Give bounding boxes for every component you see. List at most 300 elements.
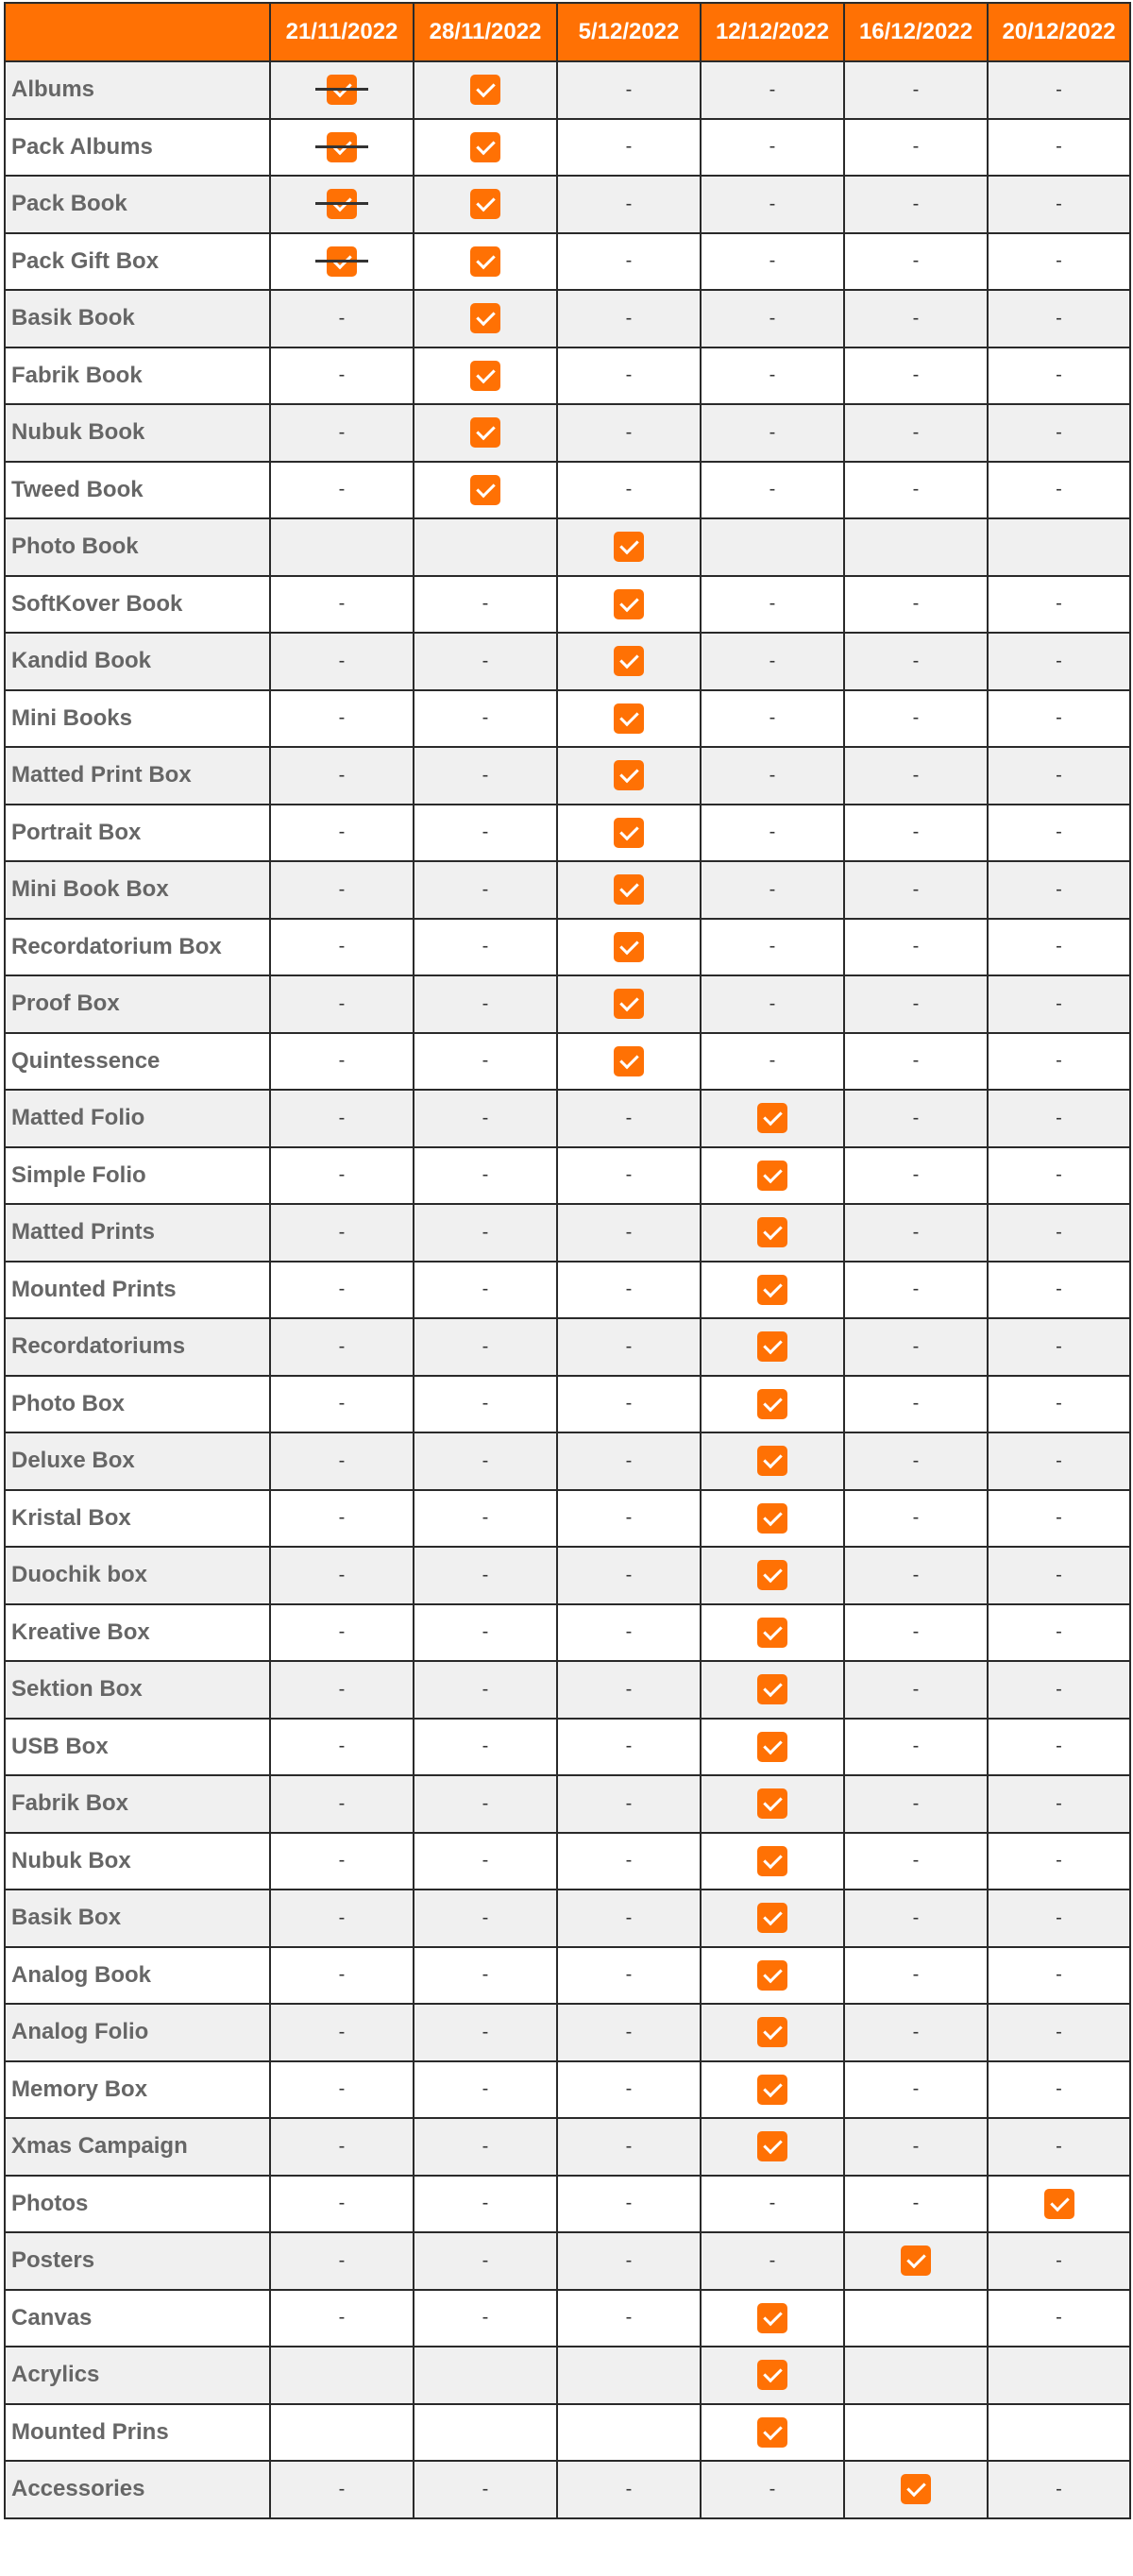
status-cell	[557, 805, 701, 862]
status-cell: -	[414, 2061, 557, 2119]
checked-struck-icon	[327, 132, 357, 162]
table-row	[5, 1890, 1130, 1947]
status-cell: -	[414, 2118, 557, 2176]
status-cell: -	[844, 1833, 988, 1890]
table-row	[5, 2176, 1130, 2233]
checked-icon	[470, 303, 500, 333]
status-cell: -	[701, 861, 844, 919]
status-cell	[414, 518, 557, 576]
status-cell: -	[270, 1604, 414, 1662]
table-row	[5, 747, 1130, 805]
status-cell	[844, 2347, 988, 2404]
status-cell: -	[988, 1833, 1130, 1890]
row-label: Tweed Book	[5, 462, 270, 519]
header-date: 20/12/2022	[988, 3, 1130, 61]
checked-icon	[470, 475, 500, 505]
checked-icon	[614, 703, 644, 734]
row-label: Mini Books	[5, 690, 270, 748]
checked-icon	[757, 1446, 787, 1476]
status-cell: -	[988, 1604, 1130, 1662]
schedule-table-container	[4, 2, 1131, 2519]
table-row	[5, 1033, 1130, 1091]
checked-icon	[757, 1217, 787, 1247]
checked-icon	[614, 989, 644, 1019]
status-cell: -	[988, 1376, 1130, 1433]
status-cell: -	[270, 2118, 414, 2176]
status-cell	[701, 2118, 844, 2176]
status-cell: -	[844, 1604, 988, 1662]
status-cell: -	[414, 1376, 557, 1433]
status-cell: -	[270, 1833, 414, 1890]
checked-icon	[757, 1903, 787, 1933]
status-cell: -	[414, 2176, 557, 2233]
status-cell: -	[988, 2061, 1130, 2119]
row-label: Matted Folio	[5, 1090, 270, 1147]
status-cell	[701, 1318, 844, 1376]
table-row	[5, 1833, 1130, 1890]
status-cell: -	[988, 2004, 1130, 2061]
row-label: Nubuk Box	[5, 1833, 270, 1890]
status-cell	[701, 2347, 844, 2404]
status-cell: -	[414, 1432, 557, 1490]
status-cell	[701, 2004, 844, 2061]
status-cell: -	[844, 2176, 988, 2233]
checked-icon	[470, 132, 500, 162]
status-cell: -	[844, 1547, 988, 1604]
checked-icon	[614, 532, 644, 562]
status-cell: -	[414, 1775, 557, 1833]
status-cell	[988, 2404, 1130, 2462]
table-row	[5, 2347, 1130, 2404]
checked-icon	[757, 2360, 787, 2390]
table-row	[5, 975, 1130, 1033]
row-label: Simple Folio	[5, 1147, 270, 1205]
status-cell: -	[844, 1719, 988, 1776]
status-cell: -	[988, 1147, 1130, 1205]
table-row	[5, 61, 1130, 119]
status-cell: -	[270, 2004, 414, 2061]
status-cell: -	[557, 1775, 701, 1833]
status-cell: -	[988, 233, 1130, 291]
status-cell: -	[701, 176, 844, 233]
status-cell: -	[557, 233, 701, 291]
status-cell: -	[844, 1262, 988, 1319]
row-label: Posters	[5, 2232, 270, 2290]
status-cell: -	[988, 1947, 1130, 2005]
status-cell: -	[988, 1890, 1130, 1947]
status-cell: -	[557, 1719, 701, 1776]
row-label: Nubuk Book	[5, 404, 270, 462]
status-cell: -	[988, 975, 1130, 1033]
status-cell	[557, 747, 701, 805]
status-cell: -	[844, 176, 988, 233]
checked-icon	[614, 1046, 644, 1076]
status-cell: -	[988, 1775, 1130, 1833]
status-cell	[557, 2404, 701, 2462]
row-label: Pack Book	[5, 176, 270, 233]
status-cell	[701, 2404, 844, 2462]
status-cell: -	[414, 1033, 557, 1091]
row-label: Pack Albums	[5, 119, 270, 177]
checked-icon	[757, 1389, 787, 1419]
status-cell	[701, 1432, 844, 1490]
status-cell	[557, 2347, 701, 2404]
status-cell	[701, 1833, 844, 1890]
row-label: Duochik box	[5, 1547, 270, 1604]
row-label: Acrylics	[5, 2347, 270, 2404]
status-cell: -	[414, 1262, 557, 1319]
status-cell	[701, 2061, 844, 2119]
status-cell	[414, 404, 557, 462]
status-cell: -	[557, 1318, 701, 1376]
table-row	[5, 1604, 1130, 1662]
status-cell: -	[844, 576, 988, 634]
row-label: Mounted Prints	[5, 1262, 270, 1319]
status-cell: -	[701, 290, 844, 347]
checked-icon	[470, 361, 500, 391]
status-cell	[270, 2347, 414, 2404]
status-cell: -	[701, 462, 844, 519]
status-cell	[557, 861, 701, 919]
checked-icon	[614, 818, 644, 848]
table-row	[5, 290, 1130, 347]
table-row	[5, 919, 1130, 976]
checked-icon	[757, 1503, 787, 1534]
status-cell: -	[414, 1947, 557, 2005]
row-label: Basik Book	[5, 290, 270, 347]
status-cell: -	[270, 919, 414, 976]
status-cell	[701, 1947, 844, 2005]
status-cell: -	[270, 2290, 414, 2347]
status-cell	[701, 1890, 844, 1947]
status-cell: -	[270, 1318, 414, 1376]
status-cell	[844, 2404, 988, 2462]
row-label: Kristal Box	[5, 1490, 270, 1548]
status-cell	[557, 633, 701, 690]
status-cell: -	[988, 690, 1130, 748]
status-cell: -	[844, 747, 988, 805]
checked-icon	[614, 646, 644, 676]
status-cell	[844, 2461, 988, 2518]
status-cell	[270, 176, 414, 233]
status-cell: -	[844, 233, 988, 291]
row-label: Kandid Book	[5, 633, 270, 690]
status-cell: -	[988, 1204, 1130, 1262]
status-cell: -	[557, 1604, 701, 1662]
status-cell: -	[844, 1432, 988, 1490]
status-cell: -	[270, 290, 414, 347]
header-date: 12/12/2022	[701, 3, 844, 61]
table-row	[5, 2232, 1130, 2290]
table-row	[5, 690, 1130, 748]
status-cell: -	[701, 747, 844, 805]
status-cell: -	[844, 1775, 988, 1833]
status-cell: -	[701, 61, 844, 119]
status-cell: -	[557, 2004, 701, 2061]
status-cell: -	[844, 1947, 988, 2005]
status-cell: -	[844, 690, 988, 748]
status-cell	[701, 1775, 844, 1833]
status-cell: -	[557, 1262, 701, 1319]
status-cell: -	[844, 119, 988, 177]
row-label: Recordatorium Box	[5, 919, 270, 976]
row-label: Sektion Box	[5, 1661, 270, 1719]
checked-icon	[757, 1732, 787, 1762]
table-row	[5, 1204, 1130, 1262]
status-cell: -	[844, 1147, 988, 1205]
status-cell: -	[701, 2176, 844, 2233]
row-label: USB Box	[5, 1719, 270, 1776]
table-row	[5, 1262, 1130, 1319]
status-cell: -	[988, 1090, 1130, 1147]
row-label: SoftKover Book	[5, 576, 270, 634]
status-cell: -	[557, 176, 701, 233]
checked-struck-icon	[327, 246, 357, 277]
status-cell: -	[557, 290, 701, 347]
checked-struck-icon	[327, 189, 357, 219]
status-cell: -	[270, 690, 414, 748]
status-cell: -	[844, 975, 988, 1033]
table-row	[5, 1661, 1130, 1719]
checked-icon	[470, 75, 500, 105]
status-cell	[414, 290, 557, 347]
table-row	[5, 404, 1130, 462]
status-cell: -	[414, 576, 557, 634]
status-cell	[414, 347, 557, 405]
row-label: Pack Gift Box	[5, 233, 270, 291]
status-cell	[701, 1490, 844, 1548]
status-cell: -	[701, 633, 844, 690]
status-cell: -	[270, 2061, 414, 2119]
table-row	[5, 2404, 1130, 2462]
status-cell: -	[414, 919, 557, 976]
status-cell	[701, 1262, 844, 1319]
status-cell: -	[844, 290, 988, 347]
status-cell: -	[414, 1547, 557, 1604]
status-cell: -	[414, 2461, 557, 2518]
status-cell: -	[988, 919, 1130, 976]
checked-icon	[757, 1788, 787, 1819]
status-cell: -	[844, 1318, 988, 1376]
status-cell: -	[701, 919, 844, 976]
row-label: Canvas	[5, 2290, 270, 2347]
status-cell: -	[414, 1661, 557, 1719]
checked-icon	[470, 417, 500, 448]
checked-icon	[757, 1103, 787, 1133]
status-cell: -	[701, 233, 844, 291]
table-row	[5, 1719, 1130, 1776]
status-cell	[270, 61, 414, 119]
status-cell	[988, 2176, 1130, 2233]
status-cell	[557, 1033, 701, 1091]
status-cell	[844, 2232, 988, 2290]
status-cell: -	[414, 861, 557, 919]
status-cell	[844, 2290, 988, 2347]
status-cell: -	[844, 347, 988, 405]
status-cell: -	[414, 2290, 557, 2347]
status-cell	[701, 1204, 844, 1262]
status-cell: -	[414, 975, 557, 1033]
status-cell: -	[414, 1204, 557, 1262]
status-cell: -	[557, 2118, 701, 2176]
row-label: Accessories	[5, 2461, 270, 2518]
table-row	[5, 1318, 1130, 1376]
status-cell: -	[270, 805, 414, 862]
status-cell: -	[844, 462, 988, 519]
status-cell	[557, 518, 701, 576]
status-cell: -	[988, 576, 1130, 634]
status-cell: -	[557, 1432, 701, 1490]
row-label: Basik Box	[5, 1890, 270, 1947]
status-cell	[557, 975, 701, 1033]
table-row	[5, 633, 1130, 690]
table-row	[5, 1947, 1130, 2005]
status-cell	[414, 176, 557, 233]
status-cell: -	[414, 690, 557, 748]
status-cell: -	[270, 404, 414, 462]
status-cell	[701, 1661, 844, 1719]
status-cell: -	[844, 1661, 988, 1719]
status-cell: -	[988, 2290, 1130, 2347]
checked-icon	[614, 932, 644, 962]
table-row	[5, 2004, 1130, 2061]
status-cell: -	[270, 1090, 414, 1147]
status-cell: -	[988, 1719, 1130, 1776]
table-row	[5, 1490, 1130, 1548]
status-cell: -	[844, 861, 988, 919]
status-cell: -	[701, 1033, 844, 1091]
status-cell: -	[557, 1204, 701, 1262]
status-cell: -	[270, 2176, 414, 2233]
status-cell: -	[414, 1833, 557, 1890]
status-cell	[844, 518, 988, 576]
status-cell	[270, 2404, 414, 2462]
status-cell: -	[270, 1775, 414, 1833]
row-label: Matted Print Box	[5, 747, 270, 805]
status-cell: -	[701, 805, 844, 862]
status-cell: -	[557, 347, 701, 405]
status-cell: -	[844, 633, 988, 690]
status-cell: -	[557, 1490, 701, 1548]
row-label: Kreative Box	[5, 1604, 270, 1662]
row-label: Quintessence	[5, 1033, 270, 1091]
status-cell: -	[557, 1147, 701, 1205]
status-cell: -	[270, 462, 414, 519]
status-cell: -	[844, 2061, 988, 2119]
status-cell	[557, 690, 701, 748]
status-cell: -	[701, 975, 844, 1033]
checked-icon	[757, 1674, 787, 1704]
row-label: Mounted Prins	[5, 2404, 270, 2462]
status-cell: -	[844, 2118, 988, 2176]
status-cell: -	[701, 404, 844, 462]
status-cell: -	[270, 1661, 414, 1719]
status-cell: -	[988, 805, 1130, 862]
table-row	[5, 805, 1130, 862]
row-label: Photo Box	[5, 1376, 270, 1433]
status-cell: -	[270, 1890, 414, 1947]
row-label: Mini Book Box	[5, 861, 270, 919]
status-cell: -	[557, 2461, 701, 2518]
status-cell: -	[844, 919, 988, 976]
table-row	[5, 462, 1130, 519]
status-cell: -	[988, 61, 1130, 119]
status-cell	[414, 233, 557, 291]
status-cell	[270, 518, 414, 576]
status-cell: -	[557, 1376, 701, 1433]
table-row	[5, 1376, 1130, 1433]
status-cell: -	[844, 1033, 988, 1091]
status-cell: -	[270, 1033, 414, 1091]
status-cell: -	[270, 1947, 414, 2005]
table-row	[5, 1432, 1130, 1490]
header-date: 21/11/2022	[270, 3, 414, 61]
table-row	[5, 119, 1130, 177]
header-date: 28/11/2022	[414, 3, 557, 61]
status-cell: -	[270, 747, 414, 805]
status-cell	[414, 462, 557, 519]
status-cell: -	[988, 1547, 1130, 1604]
status-cell	[270, 233, 414, 291]
status-cell: -	[701, 690, 844, 748]
checked-struck-icon	[327, 75, 357, 105]
status-cell: -	[557, 1090, 701, 1147]
status-cell: -	[270, 1719, 414, 1776]
checked-icon	[757, 1275, 787, 1305]
status-cell: -	[988, 462, 1130, 519]
checked-icon	[614, 760, 644, 790]
status-cell	[414, 2404, 557, 2462]
row-label: Xmas Campaign	[5, 2118, 270, 2176]
status-cell	[557, 576, 701, 634]
status-cell: -	[414, 1890, 557, 1947]
status-cell	[414, 2347, 557, 2404]
row-label: Portrait Box	[5, 805, 270, 862]
table-row	[5, 1090, 1130, 1147]
table-row	[5, 2061, 1130, 2119]
row-label: Photo Book	[5, 518, 270, 576]
row-label: Albums	[5, 61, 270, 119]
status-cell: -	[270, 2461, 414, 2518]
status-cell	[701, 1604, 844, 1662]
status-cell: -	[414, 1490, 557, 1548]
status-cell: -	[988, 404, 1130, 462]
status-cell: -	[988, 1033, 1130, 1091]
status-cell: -	[270, 861, 414, 919]
header-corner-cell	[5, 3, 270, 61]
status-cell	[701, 1547, 844, 1604]
table-row	[5, 1775, 1130, 1833]
status-cell: -	[844, 1090, 988, 1147]
status-cell: -	[414, 747, 557, 805]
table-row	[5, 1547, 1130, 1604]
header-date: 16/12/2022	[844, 3, 988, 61]
table-row	[5, 1147, 1130, 1205]
status-cell: -	[844, 2004, 988, 2061]
checked-icon	[1044, 2189, 1074, 2219]
row-label: Deluxe Box	[5, 1432, 270, 1490]
status-cell: -	[701, 347, 844, 405]
status-cell: -	[270, 1376, 414, 1433]
status-cell: -	[414, 633, 557, 690]
status-cell: -	[844, 1890, 988, 1947]
checked-icon	[470, 246, 500, 277]
row-label: Analog Folio	[5, 2004, 270, 2061]
status-cell: -	[988, 1661, 1130, 1719]
checked-icon	[757, 2075, 787, 2105]
table-row	[5, 233, 1130, 291]
status-cell: -	[414, 2232, 557, 2290]
